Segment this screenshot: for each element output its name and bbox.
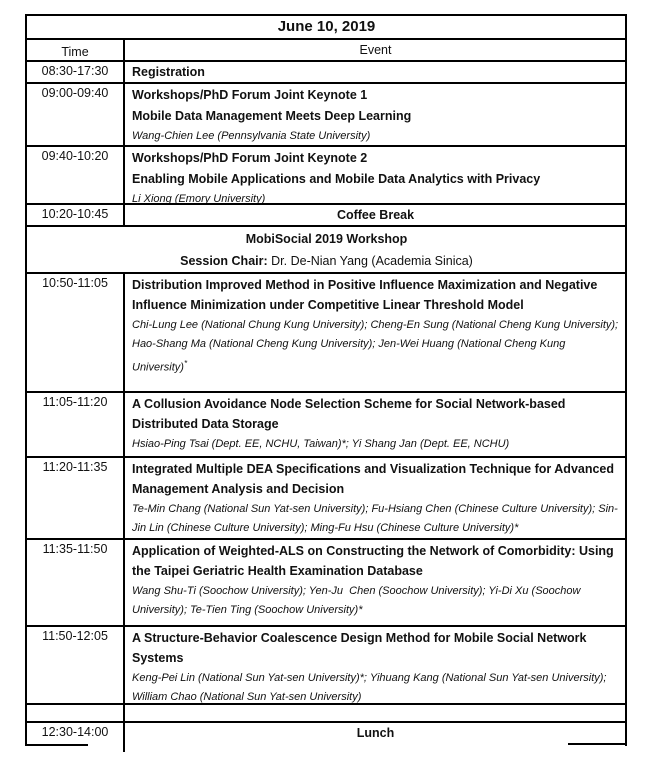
workshop-session-header <box>27 227 625 272</box>
cutoff-border-fragment-left <box>25 744 88 746</box>
paper3-authors: Te-Min Chang (National Sun Yat-sen University); Fu-Hsiang Chen (Chinese Culture University); Sin-Jin Lin (Chinese Culture University); Ming-Fu Hsu (Chinese Culture University)* <box>132 503 618 534</box>
time-cell: 11:35-11:50 <box>27 540 125 625</box>
date-header: June 10, 2019 <box>277 18 376 35</box>
event-cell <box>125 458 625 538</box>
time-cell: 11:20-11:35 <box>27 458 125 538</box>
session-chair-label: Session Chair: <box>180 254 268 268</box>
event-cell <box>125 274 625 391</box>
schedule-row-keynote1 <box>27 84 625 147</box>
workshop-title: MobiSocial 2019 Workshop <box>245 232 408 246</box>
time-cell <box>27 705 125 721</box>
event-cell <box>125 540 625 625</box>
time-cell: 10:50-11:05 <box>27 274 125 391</box>
time-column-header: Time <box>27 40 125 60</box>
paper1-title: Distribution Improved Method in Positive Influence Maximization and Negative Influence Minimization under Competitive Linear Threshold Model <box>132 278 598 312</box>
time-cell: 09:40-10:20 <box>27 147 125 203</box>
schedule-row-coffee-break <box>27 205 625 227</box>
event-column-header: Event <box>359 43 392 57</box>
workshop-session-header-row <box>27 227 625 274</box>
event-cell <box>125 705 625 721</box>
paper1-star: * <box>183 359 188 368</box>
schedule-row-registration <box>27 62 625 84</box>
event-cell: Lunch <box>356 726 395 740</box>
keynote2-title: Workshops/PhD Forum Joint Keynote 2 <box>132 151 368 165</box>
event-cell <box>125 627 625 703</box>
event-cell: Registration <box>132 65 205 79</box>
session-chair-name: Dr. De-Nian Yang (Academia Sinica) <box>271 254 473 268</box>
keynote1-title: Workshops/PhD Forum Joint Keynote 1 <box>132 88 368 102</box>
schedule-row-paper2 <box>27 393 625 458</box>
schedule-table <box>25 14 627 746</box>
session-chair-line <box>34 251 619 272</box>
keynote1-subtitle: Mobile Data Management Meets Deep Learning <box>132 109 412 123</box>
schedule-row-paper1 <box>27 274 625 393</box>
paper3-title: Integrated Multiple DEA Specifications and Visualization Technique for Advanced Management Analysis and Decision <box>132 462 615 496</box>
event-cell <box>125 147 625 203</box>
keynote2-subtitle: Enabling Mobile Applications and Mobile Data Analytics with Privacy <box>132 172 541 186</box>
schedule-row-paper3 <box>27 458 625 540</box>
time-cell: 08:30-17:30 <box>27 62 125 82</box>
time-cell: 09:00-09:40 <box>27 84 125 145</box>
time-cell: 11:50-12:05 <box>27 627 125 703</box>
schedule-row-empty <box>27 705 625 723</box>
schedule-sheet <box>25 14 627 757</box>
schedule-row-paper4 <box>27 540 625 627</box>
date-header-row <box>27 16 625 40</box>
event-cell <box>125 84 625 145</box>
time-cell: 12:30-14:00 <box>27 723 125 746</box>
paper4-title: Application of Weighted-ALS on Constructing the Network of Comorbidity: Using the Taipei Geriatric Health Examination Database <box>132 544 614 578</box>
event-cell <box>125 393 625 456</box>
paper1-authors <box>132 315 622 378</box>
paper5-title: A Structure-Behavior Coalescence Design Method for Mobile Social Network Systems <box>132 631 587 665</box>
schedule-row-paper5 <box>27 627 625 705</box>
schedule-row-keynote2 <box>27 147 625 205</box>
paper5-authors: Keng-Pei Lin (National Sun Yat-sen University)*; Yihuang Kang (National Sun Yat-sen University); William Chao (National Sun Yat-sen University) <box>132 672 610 703</box>
keynote1-speaker: Wang-Chien Lee (Pennsylvania State University) <box>132 130 371 142</box>
cutoff-border-fragment-right <box>568 743 627 745</box>
time-cell: 11:05-11:20 <box>27 393 125 456</box>
paper2-authors: Hsiao-Ping Tsai (Dept. EE, NCHU, Taiwan)*; Yi Shang Jan (Dept. EE, NCHU) <box>132 438 510 450</box>
event-cell: Coffee Break <box>336 208 415 222</box>
paper1-authors-text: Chi-Lung Lee (National Chung Kung University); Cheng-En Sung (National Cheng Kung University); Hao-Shang Ma (National Cheng Kung University); Jen-Wei Huang (National Cheng Kung University) <box>132 319 622 374</box>
cutoff-column-divider-fragment <box>123 746 125 752</box>
paper2-title: A Collusion Avoidance Node Selection Scheme for Social Network-based Distributed Data Storage <box>132 397 566 431</box>
schedule-row-lunch <box>27 723 625 746</box>
paper4-authors: Wang Shu-Ti (Soochow University); Yen-Ju Chen (Soochow University); Yi-Di Xu (Soochow University); Te-Tien Ting (Soochow University)* <box>132 585 584 616</box>
keynote2-speaker: Li Xiong (Emory University) <box>132 193 266 203</box>
column-header-row <box>27 40 625 62</box>
time-cell: 10:20-10:45 <box>27 205 125 225</box>
